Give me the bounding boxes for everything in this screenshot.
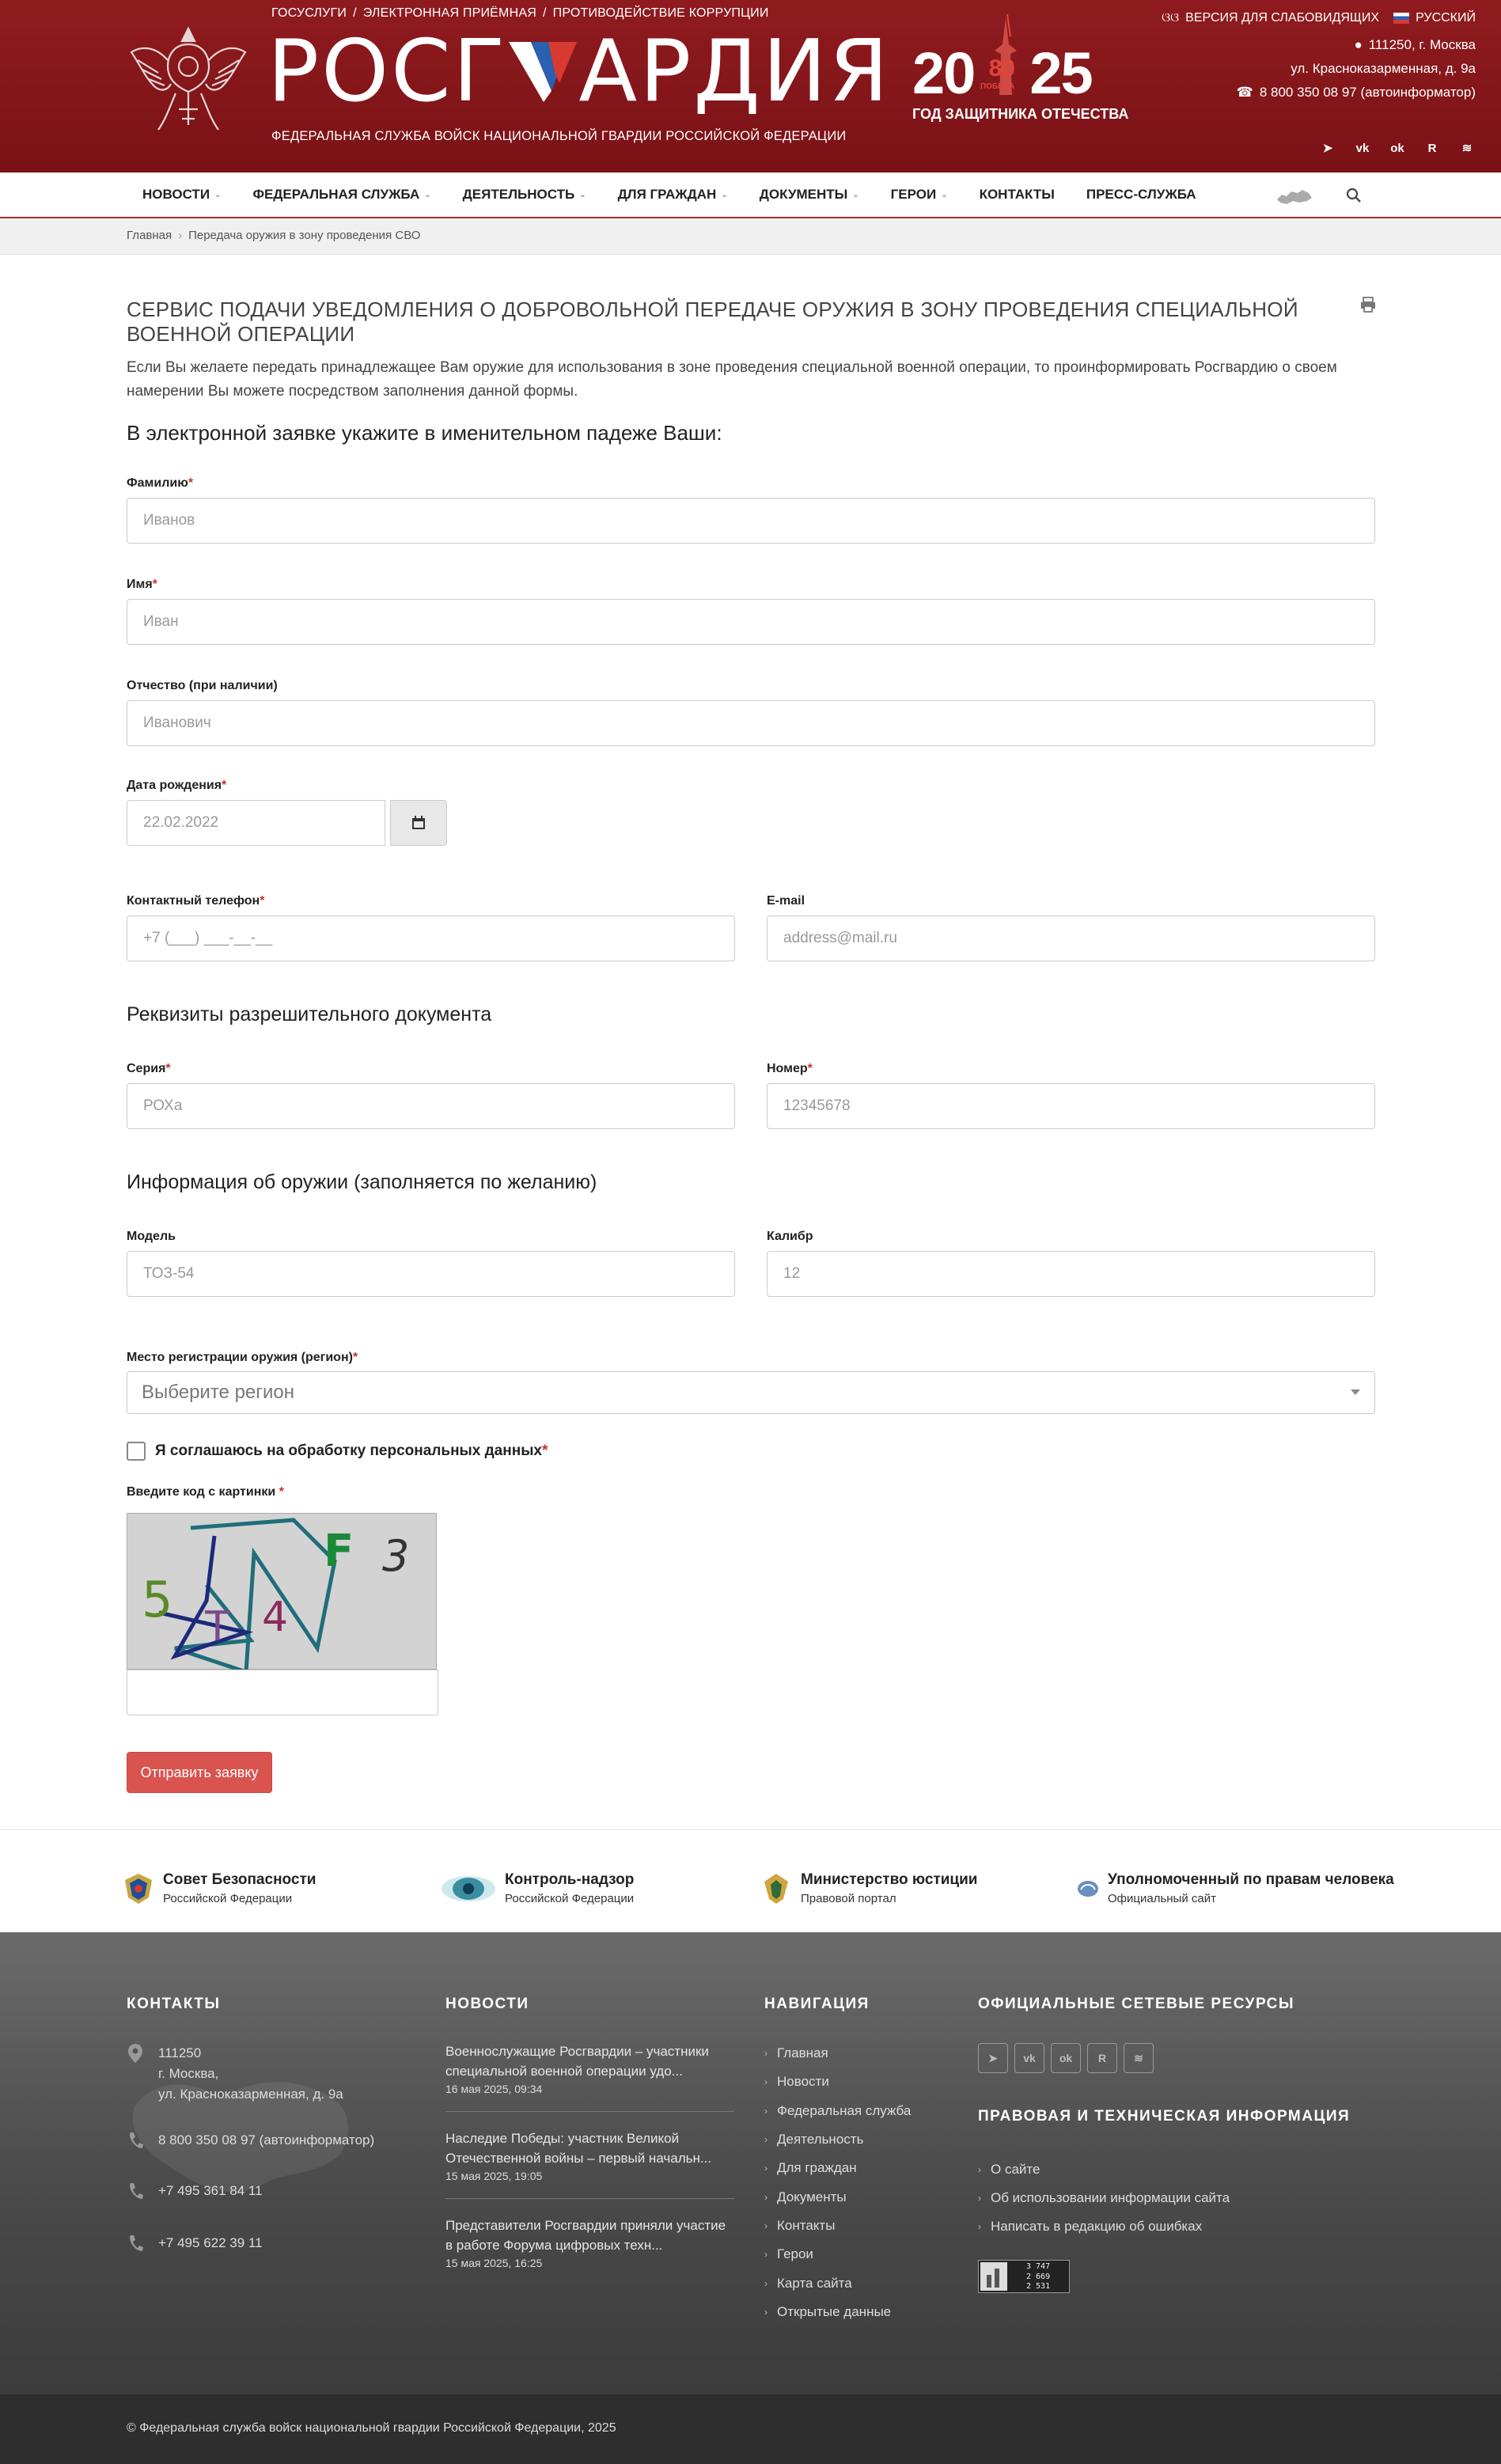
nav-item-citizens[interactable]	[602, 187, 744, 203]
chevron-down-icon: ⌄	[852, 190, 859, 199]
series-label	[127, 1062, 171, 1076]
ministry-justice-logo-icon	[760, 1872, 793, 1905]
nav-item-documents[interactable]	[744, 187, 875, 203]
chevron-right-icon: ›	[978, 2193, 981, 2204]
email-label: E-mail	[767, 894, 805, 908]
nav-label: ДЛЯ ГРАЖДАН	[617, 187, 717, 202]
russian-flag-icon	[1393, 13, 1409, 24]
region-select-value: Выберите регион	[142, 1382, 295, 1403]
site-header	[0, 0, 1501, 172]
anniversary-badge[interactable]	[912, 13, 1129, 125]
footer-legal-label: Об использовании информации сайта	[991, 2190, 1230, 2205]
counter-value: 2 669	[1026, 2272, 1051, 2281]
header-social-links	[1319, 139, 1476, 157]
accessibility-link[interactable]: ВЕРСИЯ ДЛЯ СЛАБОВИДЯЩИХ	[1185, 11, 1380, 25]
footer-phone-3[interactable]	[127, 2233, 263, 2254]
chevron-right-icon: ›	[764, 2277, 768, 2289]
footer-nav-item-heroes[interactable]	[764, 2240, 911, 2269]
print-icon[interactable]	[1359, 296, 1377, 313]
required-mark: *	[222, 779, 227, 792]
name-input[interactable]: Иван	[127, 599, 1375, 645]
nav-item-activity[interactable]	[447, 187, 602, 203]
region-label	[127, 1351, 358, 1365]
number-label-text: Номер	[767, 1062, 808, 1075]
birthdate-label-text: Дата рождения	[127, 779, 222, 792]
main-nav	[0, 172, 1501, 218]
nav-label: ДОКУМЕНТЫ	[759, 187, 848, 202]
counter-value: 3 747	[1026, 2262, 1051, 2271]
captcha-image	[127, 1513, 437, 1670]
footer-news-title-text: Представители Росгвардии приняли участие в работе Форума цифровых техн...	[445, 2218, 726, 2253]
captcha-glyph: 3	[382, 1531, 410, 1581]
footer-phone-text: +7 495 622 39 11	[158, 2235, 263, 2250]
agree-checkbox[interactable]	[127, 1442, 146, 1461]
footer-news-item[interactable]	[445, 2216, 730, 2269]
top-link-anticorruption[interactable]: ПРОТИВОДЕЙСТВИЕ КОРРУПЦИИ	[552, 6, 769, 20]
search-icon[interactable]	[1345, 187, 1363, 204]
patronymic-input[interactable]: Иванович	[127, 700, 1375, 746]
logo-text-left: РОСГ	[267, 22, 508, 121]
chevron-down-icon: ⌄	[721, 190, 728, 199]
footer-news-item[interactable]	[445, 2129, 730, 2182]
surname-input[interactable]: Иванов	[127, 498, 1375, 544]
footer-phone-text: 8 800 350 08 97 (автоинформатор)	[158, 2132, 375, 2147]
nav-label: КОНТАКТЫ	[979, 187, 1055, 202]
footer-legal-label: Написать в редакцию об ошибках	[991, 2219, 1203, 2234]
top-link-reception[interactable]: ЭЛЕКТРОННАЯ ПРИЁМНАЯ	[362, 6, 536, 20]
chevron-right-icon: ›	[764, 2048, 768, 2060]
site-logo-text[interactable]	[267, 22, 891, 121]
partner-sub: Официальный сайт	[1108, 1892, 1216, 1905]
anniversary-years	[912, 40, 1092, 106]
required-mark: *	[542, 1442, 548, 1459]
required-mark: *	[279, 1485, 284, 1499]
series-label-text: Серия	[127, 1062, 166, 1075]
number-label	[767, 1062, 813, 1076]
footer-nav-label: Открытые данные	[777, 2303, 892, 2319]
chevron-right-icon: ›	[764, 2249, 768, 2261]
partner-name: Министерство юстиции	[801, 1871, 978, 1888]
caliber-label: Калибр	[767, 1230, 813, 1243]
caliber-input[interactable]: 12	[767, 1251, 1375, 1297]
partners-bar	[0, 1829, 1501, 1932]
region-select[interactable]	[127, 1371, 1375, 1414]
rutube-icon[interactable]: R	[1087, 2043, 1117, 2073]
footer-phone-text: +7 495 361 84 11	[158, 2183, 263, 2198]
footer-contacts-title: КОНТАКТЫ	[127, 1996, 221, 2012]
agree-label-text: Я соглашаюсь на обработку персональных данных	[155, 1442, 542, 1459]
footer-nav-item-documents[interactable]	[764, 2182, 911, 2211]
language-selector[interactable]: РУССКИЙ	[1416, 11, 1476, 25]
footer-social-links	[978, 2043, 1154, 2073]
page-title: СЕРВИС ПОДАЧИ УВЕДОМЛЕНИЯ О ДОБРОВОЛЬНОЙ ПЕРЕДАЧЕ ОРУЖИЯ В ЗОНУ ПРОВЕДЕНИЯ СПЕЦИАЛЬНОЙ ВОЕННОЙ ОПЕРАЦИИ	[127, 298, 1298, 346]
footer-legal-item-errors[interactable]	[978, 2212, 1230, 2241]
footer-nav-label: Федеральная служба	[777, 2102, 912, 2118]
footer-nav-label: Контакты	[777, 2217, 836, 2233]
site-footer	[0, 1932, 1501, 2394]
chevron-down-icon: ⌄	[424, 190, 431, 199]
captcha-label	[127, 1485, 284, 1499]
chevron-right-icon: ›	[764, 2219, 768, 2231]
captcha-drawing	[127, 1514, 438, 1670]
footer-address-line: ул. Красноказарменная, д. 9а	[158, 2087, 343, 2102]
nav-label: ПРЕСС-СЛУЖБА	[1086, 187, 1196, 202]
phone-icon: ☎	[1236, 85, 1253, 100]
footer-address-line: 111250	[158, 2045, 202, 2060]
captcha-glyph: 4	[262, 1594, 289, 1641]
captcha-glyph: F	[324, 1526, 354, 1577]
required-mark: *	[260, 894, 265, 908]
telegram-icon[interactable]: ➤	[1322, 142, 1333, 155]
chevron-down-icon: ⌄	[214, 190, 222, 199]
footer-nav-item-home[interactable]	[764, 2039, 911, 2068]
required-mark: *	[188, 476, 194, 490]
chevron-right-icon: ›	[764, 2076, 768, 2088]
footer-nav-item-open-data[interactable]	[764, 2298, 911, 2326]
nav-item-heroes[interactable]	[875, 187, 964, 203]
footer-news-title-text: Военнослужащие Росгвардии – участники специальной военной операции удо...	[445, 2044, 709, 2079]
captcha-input[interactable]	[127, 1670, 438, 1715]
emblem-logo[interactable]	[127, 14, 250, 138]
divider	[445, 2198, 734, 2199]
chevron-right-icon: ›	[764, 2134, 768, 2146]
partner-sub: Российской Федерации	[163, 1892, 293, 1905]
chevron-down-icon: ⌄	[941, 190, 948, 199]
birthdate-label	[127, 779, 226, 793]
partner-name: Контроль-надзор	[505, 1871, 635, 1888]
chevron-down-icon: ⌄	[579, 190, 586, 199]
phone-input[interactable]: +7 (___) ___-__-__	[127, 915, 735, 961]
logo-text-right: АРДИЯ	[578, 22, 891, 121]
header-right-info	[1162, 6, 1476, 104]
chevron-right-icon: ›	[764, 2105, 768, 2117]
nav-item-press[interactable]	[1071, 187, 1212, 203]
captcha-label-text: Введите код с картинки	[127, 1485, 276, 1499]
footer-legal-list	[978, 2155, 1230, 2241]
anniversary-pobeda: ПОБЕДА	[980, 82, 1015, 91]
model-input[interactable]: ТОЗ-54	[127, 1251, 735, 1297]
required-mark: *	[352, 1351, 358, 1364]
nav-item-contacts[interactable]	[964, 187, 1071, 203]
birthdate-input[interactable]: 22.02.2022	[127, 800, 385, 846]
breadcrumb-separator: ›	[178, 229, 183, 242]
footer-news-date: 15 мая 2025, 19:05	[445, 2170, 543, 2182]
rss-icon[interactable]: ≋	[1461, 142, 1473, 155]
partner-sub: Правовой портал	[801, 1892, 896, 1905]
nav-label: ФЕДЕРАЛЬНАЯ СЛУЖБА	[252, 187, 420, 202]
required-mark: *	[152, 578, 157, 591]
counter-value: 2 531	[1026, 2282, 1051, 2291]
glasses-icon: ଓଓ	[1162, 11, 1180, 25]
counter-values	[1026, 2262, 1050, 2292]
nav-label: ГЕРОИ	[890, 187, 937, 202]
name-label	[127, 578, 157, 592]
partner-security-council[interactable]	[122, 1871, 316, 1905]
breadcrumb-home[interactable]: Главная	[127, 229, 172, 242]
agree-checkbox-row[interactable]	[127, 1442, 548, 1461]
divider	[445, 2111, 734, 2112]
telegram-icon[interactable]: ➤	[978, 2043, 1008, 2073]
intro-text: Если Вы желаете передать принадлежащее Вам оружие для использования в зоне проведения специальной военной операции, то проинформировать Росгвардию о своем намерении Вы можете посредством заполнения данной формы.	[127, 359, 1337, 400]
copyright-text: © Федеральная служба войск национальной гвардии Российской Федерации, 2025	[127, 2421, 616, 2435]
partner-name: Уполномоченный по правам человека	[1108, 1871, 1394, 1888]
footer-legal-label: О сайте	[991, 2162, 1040, 2177]
ombudsman-logo-icon	[1076, 1877, 1100, 1901]
footer-nav-item-news[interactable]	[764, 2068, 911, 2096]
footer-phone-1[interactable]	[127, 2130, 374, 2151]
vk-icon[interactable]: vk	[1355, 141, 1370, 155]
nav-label: ДЕЯТЕЛЬНОСТЬ	[462, 187, 575, 202]
header-address-line1: 111250, г. Москва	[1368, 37, 1476, 52]
number-input[interactable]: 12345678	[767, 1083, 1375, 1129]
copyright-bar	[0, 2394, 1501, 2464]
footer-nav-label: Новости	[777, 2074, 829, 2090]
top-links: ГОСУСЛУГИ / ЭЛЕКТРОННАЯ ПРИЁМНАЯ / ПРОТИВОДЕЙСТВИЕ КОРРУПЦИИ	[271, 6, 769, 20]
breadcrumb	[0, 218, 1501, 255]
footer-nav-item-activity[interactable]	[764, 2125, 911, 2154]
partner-ombudsman[interactable]	[1076, 1871, 1394, 1905]
anniversary-year-right: 25	[1029, 40, 1092, 106]
footer-news-date: 16 мая 2025, 09:34	[445, 2083, 543, 2095]
required-mark: *	[165, 1062, 171, 1075]
calendar-icon	[411, 816, 426, 830]
footer-nav-label: Карта сайта	[777, 2275, 852, 2291]
footer-legal-item-about[interactable]	[978, 2155, 1230, 2184]
section-heading-document: Реквизиты разрешительного документа	[127, 1003, 492, 1025]
partner-ministry-justice[interactable]	[760, 1871, 977, 1905]
footer-news-item[interactable]	[445, 2041, 730, 2095]
russia-map-icon[interactable]	[1275, 185, 1313, 207]
partner-control-oversight[interactable]	[440, 1871, 634, 1905]
model-label: Модель	[127, 1230, 176, 1243]
main-content	[0, 255, 1501, 1837]
region-label-text: Место регистрации оружия (регион)	[127, 1351, 353, 1364]
series-input[interactable]: РОХа	[127, 1083, 735, 1129]
agree-label	[155, 1442, 548, 1460]
chevron-right-icon: ›	[978, 2164, 981, 2175]
footer-address-line: г. Москва,	[158, 2066, 219, 2081]
chevron-right-icon: ›	[764, 2163, 768, 2174]
chevron-right-icon: ›	[978, 2221, 981, 2232]
phone-label-text: Контактный телефон	[127, 894, 260, 908]
surname-label	[127, 476, 193, 491]
name-label-text: Имя	[127, 578, 153, 591]
ok-icon[interactable]: ok	[1390, 141, 1404, 155]
section-heading-weapon: Информация об оружии (заполняется по желанию)	[127, 1171, 597, 1193]
footer-news-date: 15 мая 2025, 16:25	[445, 2257, 543, 2269]
section-heading-person: В электронной заявке укажите в именительном падеже Ваши:	[127, 421, 722, 445]
breadcrumb-current: Передача оружия в зону проведения СВО	[188, 229, 421, 242]
footer-phone-2[interactable]	[127, 2181, 263, 2201]
phone-icon	[127, 2233, 144, 2254]
site-subtitle: ФЕДЕРАЛЬНАЯ СЛУЖБА ВОЙСК НАЦИОНАЛЬНОЙ ГВАРДИИ РОССИЙСКОЙ ФЕДЕРАЦИИ	[271, 129, 847, 143]
control-oversight-logo-icon	[440, 1872, 497, 1905]
footer-news-title-text: Наследие Победы: участник Великой Отечественной войны – первый начальн...	[445, 2131, 712, 2166]
anniversary-80: 80	[988, 55, 1015, 82]
rss-icon[interactable]: ≋	[1124, 2043, 1154, 2073]
nav-item-news[interactable]	[127, 187, 237, 203]
header-phone[interactable]: 8 800 350 08 97 (автоинформатор)	[1259, 85, 1476, 100]
footer-nav-label: Деятельность	[777, 2132, 864, 2147]
phone-label	[127, 894, 264, 908]
chevron-right-icon: ›	[764, 2191, 768, 2203]
top-link-gosuslugi[interactable]: ГОСУСЛУГИ	[271, 6, 347, 20]
header-address-line2: ул. Красноказарменная, д. 9а	[1291, 61, 1476, 76]
required-mark: *	[807, 1062, 813, 1075]
counter-logo-icon	[980, 2262, 1007, 2291]
submit-button[interactable]: Отправить заявку	[127, 1752, 272, 1793]
ok-icon[interactable]: ok	[1051, 2043, 1081, 2073]
phone-icon	[127, 2130, 144, 2151]
footer-nav-item-sitemap[interactable]	[764, 2269, 911, 2297]
footer-nav-label: Для граждан	[777, 2160, 857, 2176]
footer-news-title: НОВОСТИ	[445, 1996, 529, 2012]
rutube-icon[interactable]: R	[1427, 141, 1437, 155]
footer-nav-item-federal-service[interactable]	[764, 2097, 911, 2125]
captcha-glyph: 5	[142, 1571, 173, 1628]
caret-down-icon	[1351, 1389, 1360, 1395]
calendar-button[interactable]	[390, 800, 447, 846]
partner-name: Совет Безопасности	[163, 1871, 316, 1888]
security-council-logo-icon	[122, 1872, 155, 1905]
patronymic-label: Отчество (при наличии)	[127, 679, 278, 692]
anniversary-year-left: 20	[912, 40, 975, 106]
surname-label-text: Фамилию	[127, 476, 188, 490]
visitor-counter[interactable]	[978, 2260, 1070, 2293]
footer-address	[127, 2043, 343, 2105]
anniversary-caption: ГОД ЗАЩИТНИКА ОТЕЧЕСТВА	[912, 106, 1129, 122]
footer-nav-list	[764, 2039, 911, 2326]
nav-label: НОВОСТИ	[142, 187, 210, 202]
chevron-right-icon: ›	[764, 2306, 768, 2318]
map-pin-icon: ●	[1354, 37, 1363, 52]
captcha-glyph: T	[205, 1603, 230, 1651]
footer-resources-title: ОФИЦИАЛЬНЫЕ СЕТЕВЫЕ РЕСУРСЫ	[978, 1996, 1295, 2012]
partner-sub: Российской Федерации	[505, 1892, 635, 1905]
footer-legal-title: ПРАВОВАЯ И ТЕХНИЧЕСКАЯ ИНФОРМАЦИЯ	[978, 2108, 1351, 2125]
footer-nav-label: Герои	[777, 2246, 813, 2262]
footer-nav-label: Документы	[777, 2189, 847, 2204]
map-pin-icon	[127, 2043, 144, 2064]
logo-flag-v	[507, 36, 578, 104]
footer-legal-item-usage[interactable]	[978, 2184, 1230, 2212]
footer-nav-item-contacts[interactable]	[764, 2212, 911, 2240]
nav-item-federal-service[interactable]	[237, 187, 446, 203]
footer-nav-label: Главная	[777, 2045, 828, 2061]
vk-icon[interactable]: vk	[1014, 2043, 1044, 2073]
phone-icon	[127, 2181, 144, 2201]
footer-nav-title: НАВИГАЦИЯ	[764, 1996, 870, 2012]
email-input[interactable]: address@mail.ru	[767, 915, 1375, 961]
footer-nav-item-citizens[interactable]	[764, 2154, 911, 2182]
